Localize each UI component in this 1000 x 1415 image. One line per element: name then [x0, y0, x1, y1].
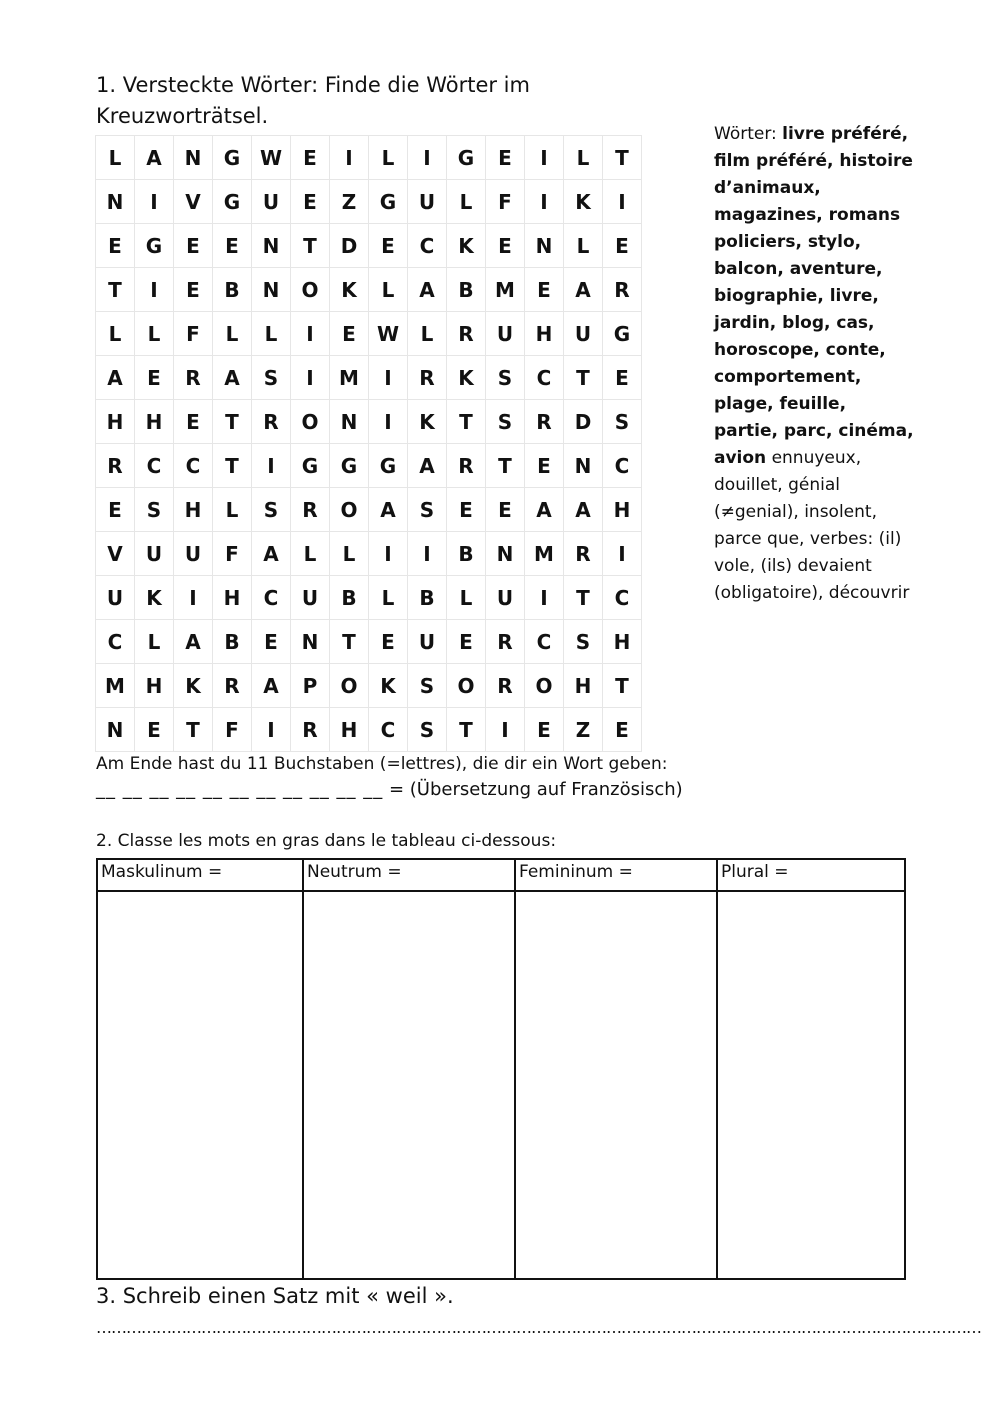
grid-cell[interactable]: B [330, 576, 369, 620]
grid-cell[interactable]: E [174, 224, 213, 268]
grid-cell[interactable]: U [408, 620, 447, 664]
grid-cell[interactable]: G [213, 180, 252, 224]
grid-cell[interactable]: N [96, 180, 135, 224]
grid-row [96, 224, 642, 268]
grid-cell[interactable]: A [252, 664, 291, 708]
word-list [714, 121, 914, 607]
grid-cell[interactable]: I [330, 136, 369, 180]
grid-cell[interactable]: G [603, 312, 642, 356]
grid-cell[interactable]: R [486, 664, 525, 708]
grid-cell[interactable]: I [291, 312, 330, 356]
grid-cell[interactable]: Z [564, 708, 603, 752]
grid-cell[interactable]: E [213, 224, 252, 268]
grid-cell[interactable]: C [525, 356, 564, 400]
grid-cell[interactable]: A [408, 268, 447, 312]
grid-cell[interactable]: U [174, 532, 213, 576]
grid-cell[interactable]: E [447, 488, 486, 532]
grid-cell[interactable]: K [330, 268, 369, 312]
grid-cell[interactable]: E [603, 356, 642, 400]
grid-cell[interactable]: F [213, 532, 252, 576]
grid-row [96, 664, 642, 708]
grid-cell[interactable]: O [330, 488, 369, 532]
grid-cell[interactable]: S [408, 708, 447, 752]
grid-cell[interactable]: E [291, 180, 330, 224]
grid-cell[interactable]: E [369, 620, 408, 664]
grid-cell[interactable]: R [564, 532, 603, 576]
grid-cell[interactable]: O [291, 268, 330, 312]
grid-cell[interactable]: S [408, 664, 447, 708]
grid-cell[interactable]: N [525, 224, 564, 268]
grid-cell[interactable]: B [408, 576, 447, 620]
grid-cell[interactable]: L [369, 576, 408, 620]
grid-cell[interactable]: R [447, 312, 486, 356]
grid-cell[interactable]: T [564, 356, 603, 400]
plural-cell[interactable] [717, 891, 905, 1279]
grid-cell[interactable]: I [135, 268, 174, 312]
feminine-cell[interactable] [515, 891, 717, 1279]
grid-cell[interactable]: T [603, 136, 642, 180]
grid-cell[interactable]: E [486, 136, 525, 180]
grid-cell[interactable]: M [330, 356, 369, 400]
grid-cell[interactable]: U [135, 532, 174, 576]
grid-cell[interactable]: U [564, 312, 603, 356]
grid-cell[interactable]: I [525, 136, 564, 180]
grid-row [96, 620, 642, 664]
grid-cell[interactable]: E [135, 708, 174, 752]
answer-row [96, 777, 683, 803]
grid-cell[interactable]: R [447, 444, 486, 488]
grid-cell[interactable]: K [369, 664, 408, 708]
grid-cell[interactable]: B [447, 532, 486, 576]
grid-cell[interactable]: E [174, 268, 213, 312]
grid-cell[interactable]: S [486, 356, 525, 400]
grid-cell[interactable]: E [330, 312, 369, 356]
grid-cell[interactable]: R [486, 620, 525, 664]
hint-text: Am Ende hast du 11 Buchstaben (=lettres), die dir ein Wort geben: [96, 754, 668, 774]
grid-cell[interactable]: L [96, 312, 135, 356]
grid-cell[interactable]: E [447, 620, 486, 664]
grid-cell[interactable]: G [213, 136, 252, 180]
classification-table [96, 858, 906, 1280]
grid-cell[interactable]: E [525, 708, 564, 752]
grid-cell[interactable]: F [486, 180, 525, 224]
grid-cell[interactable]: O [525, 664, 564, 708]
grid-cell[interactable]: C [603, 444, 642, 488]
grid-cell[interactable]: H [135, 664, 174, 708]
grid-cell[interactable]: W [369, 312, 408, 356]
grid-cell[interactable]: K [174, 664, 213, 708]
masculine-cell[interactable] [97, 891, 303, 1279]
grid-cell[interactable]: H [603, 488, 642, 532]
grid-cell[interactable]: K [408, 400, 447, 444]
grid-cell[interactable]: S [486, 400, 525, 444]
grid-cell[interactable]: L [564, 136, 603, 180]
grid-cell[interactable]: D [330, 224, 369, 268]
grid-cell[interactable]: L [330, 532, 369, 576]
column-header-masculine: Maskulinum = [97, 859, 303, 891]
grid-cell[interactable]: I [603, 532, 642, 576]
grid-cell[interactable]: T [213, 400, 252, 444]
grid-cell[interactable]: L [408, 312, 447, 356]
grid-cell[interactable]: I [369, 400, 408, 444]
grid-cell[interactable]: R [525, 400, 564, 444]
grid-cell[interactable]: D [564, 400, 603, 444]
grid-row [96, 312, 642, 356]
grid-cell[interactable]: T [174, 708, 213, 752]
grid-cell[interactable]: E [291, 136, 330, 180]
grid-cell[interactable]: I [369, 356, 408, 400]
grid-cell[interactable]: L [135, 312, 174, 356]
grid-cell[interactable]: Z [330, 180, 369, 224]
grid-cell[interactable]: E [252, 620, 291, 664]
grid-cell[interactable]: A [408, 444, 447, 488]
grid-cell[interactable]: N [252, 224, 291, 268]
grid-cell[interactable]: E [603, 224, 642, 268]
grid-cell[interactable]: H [330, 708, 369, 752]
grid-cell[interactable]: N [564, 444, 603, 488]
grid-cell[interactable]: T [603, 664, 642, 708]
column-header-feminine: Femininum = [515, 859, 717, 891]
grid-row [96, 268, 642, 312]
bold-words: livre préféré, film préféré, histoire d’animaux, magazines, romans policiers, stylo, balcon, aventure, biographie, livre, jardin, blog, cas, horoscope, conte, comportement, plage, feuille, partie, parc, cinéma, avion [714, 124, 914, 468]
grid-cell[interactable]: M [486, 268, 525, 312]
grid-cell[interactable]: R [603, 268, 642, 312]
grid-cell[interactable]: C [369, 708, 408, 752]
grid-cell[interactable]: H [525, 312, 564, 356]
grid-cell[interactable]: R [252, 400, 291, 444]
grid-cell[interactable]: I [252, 708, 291, 752]
grid-cell[interactable]: B [213, 268, 252, 312]
grid-cell[interactable]: N [486, 532, 525, 576]
grid-cell[interactable]: T [447, 400, 486, 444]
grid-cell[interactable]: T [486, 444, 525, 488]
grid-cell[interactable]: T [96, 268, 135, 312]
grid-cell[interactable]: T [213, 444, 252, 488]
grid-cell[interactable]: E [525, 268, 564, 312]
grid-cell[interactable]: H [603, 620, 642, 664]
grid-cell[interactable]: C [408, 224, 447, 268]
grid-cell[interactable]: S [408, 488, 447, 532]
grid-cell[interactable]: L [447, 576, 486, 620]
grid-cell[interactable]: G [369, 180, 408, 224]
neuter-cell[interactable] [303, 891, 515, 1279]
grid-cell[interactable]: H [213, 576, 252, 620]
grid-cell[interactable]: N [174, 136, 213, 180]
grid-cell[interactable]: V [174, 180, 213, 224]
grid-cell[interactable]: G [330, 444, 369, 488]
grid-cell[interactable]: O [291, 400, 330, 444]
grid-row [96, 400, 642, 444]
grid-row [96, 532, 642, 576]
grid-cell[interactable]: A [252, 532, 291, 576]
grid-cell[interactable]: E [96, 488, 135, 532]
grid-cell[interactable]: I [408, 136, 447, 180]
grid-cell[interactable]: C [96, 620, 135, 664]
grid-cell[interactable]: S [135, 488, 174, 532]
grid-cell[interactable]: C [525, 620, 564, 664]
grid-cell[interactable]: G [369, 444, 408, 488]
grid-cell[interactable]: K [447, 224, 486, 268]
grid-cell[interactable]: U [96, 576, 135, 620]
grid-cell[interactable]: O [330, 664, 369, 708]
grid-cell[interactable]: R [291, 488, 330, 532]
grid-row [96, 708, 642, 752]
grid-cell[interactable]: A [564, 488, 603, 532]
grid-cell[interactable]: E [174, 400, 213, 444]
grid-cell[interactable]: L [135, 620, 174, 664]
grid-cell[interactable]: A [174, 620, 213, 664]
grid-cell[interactable]: N [252, 268, 291, 312]
grid-cell[interactable]: L [291, 532, 330, 576]
grid-cell[interactable]: R [408, 356, 447, 400]
grid-cell[interactable]: C [252, 576, 291, 620]
grid-cell[interactable]: A [525, 488, 564, 532]
grid-row [96, 180, 642, 224]
grid-cell[interactable]: N [291, 620, 330, 664]
grid-cell[interactable]: A [135, 136, 174, 180]
grid-cell[interactable]: T [447, 708, 486, 752]
grid-cell[interactable]: R [291, 708, 330, 752]
grid-cell[interactable]: R [96, 444, 135, 488]
grid-row [96, 356, 642, 400]
grid-row [96, 444, 642, 488]
grid-cell[interactable]: U [291, 576, 330, 620]
grid-cell[interactable]: I [525, 576, 564, 620]
grid-cell[interactable]: I [486, 708, 525, 752]
grid-cell[interactable]: H [174, 488, 213, 532]
grid-cell[interactable]: T [564, 576, 603, 620]
column-header-neuter: Neutrum = [303, 859, 515, 891]
grid-cell[interactable]: R [213, 664, 252, 708]
grid-cell[interactable]: G [447, 136, 486, 180]
grid-cell[interactable]: A [369, 488, 408, 532]
grid-cell[interactable]: G [291, 444, 330, 488]
grid-cell[interactable]: A [96, 356, 135, 400]
grid-cell[interactable]: U [252, 180, 291, 224]
grid-row [96, 488, 642, 532]
grid-row [96, 136, 642, 180]
grid-cell[interactable]: L [252, 312, 291, 356]
grid-cell[interactable]: E [486, 488, 525, 532]
grid-cell[interactable]: I [291, 356, 330, 400]
exercise-3-title: 3. Schreib einen Satz mit « weil ». [96, 1284, 454, 1308]
grid-cell[interactable]: E [369, 224, 408, 268]
grid-cell[interactable]: S [252, 356, 291, 400]
grid-cell[interactable]: M [525, 532, 564, 576]
grid-cell[interactable]: T [291, 224, 330, 268]
grid-cell[interactable]: M [96, 664, 135, 708]
grid-cell[interactable]: T [330, 620, 369, 664]
grid-cell[interactable]: E [96, 224, 135, 268]
grid-cell[interactable]: U [486, 576, 525, 620]
grid-cell[interactable]: A [213, 356, 252, 400]
grid-cell[interactable]: L [447, 180, 486, 224]
grid-cell[interactable]: C [135, 444, 174, 488]
grid-cell[interactable]: H [564, 664, 603, 708]
grid-cell[interactable]: H [96, 400, 135, 444]
grid-cell[interactable]: S [564, 620, 603, 664]
grid-cell[interactable]: L [213, 312, 252, 356]
grid-cell[interactable]: F [213, 708, 252, 752]
grid-cell[interactable]: L [96, 136, 135, 180]
answer-line[interactable]: …………………………………………………………………………………………………………………………………………………………… [96, 1318, 981, 1337]
grid-cell[interactable]: E [135, 356, 174, 400]
grid-cell[interactable]: S [603, 400, 642, 444]
normal-words: ennuyeux, douillet, génial (≠genial), insolent, parce que, verbes: (il) vole, (ils) devaient (obligatoire), découvrir [714, 448, 910, 603]
grid-cell[interactable]: E [525, 444, 564, 488]
grid-cell[interactable]: I [408, 532, 447, 576]
grid-cell[interactable]: C [174, 444, 213, 488]
grid-cell[interactable]: O [447, 664, 486, 708]
grid-cell[interactable]: P [291, 664, 330, 708]
grid-row [96, 576, 642, 620]
column-header-plural: Plural = [717, 859, 905, 891]
translation-note: = (Übersetzung auf Französisch) [388, 779, 683, 800]
word-list-label: Wörter: [714, 124, 783, 144]
grid-cell[interactable]: R [174, 356, 213, 400]
grid-cell[interactable]: I [252, 444, 291, 488]
grid-cell[interactable]: U [486, 312, 525, 356]
grid-cell[interactable]: I [525, 180, 564, 224]
grid-cell[interactable]: B [213, 620, 252, 664]
answer-blanks[interactable]: __ __ __ __ __ __ __ __ __ __ __ [96, 779, 384, 800]
grid-cell[interactable]: E [603, 708, 642, 752]
grid-cell[interactable]: F [174, 312, 213, 356]
grid-cell[interactable]: V [96, 532, 135, 576]
grid-cell[interactable]: I [603, 180, 642, 224]
grid-cell[interactable]: U [408, 180, 447, 224]
grid-cell[interactable]: I [174, 576, 213, 620]
grid-cell[interactable]: C [603, 576, 642, 620]
exercise-1-title: 1. Versteckte Wörter: Finde die Wörter im Kreuzworträtsel. [96, 73, 530, 128]
exercise-2-title: 2. Classe les mots en gras dans le tableau ci-dessous: [96, 831, 557, 851]
word-search-grid [95, 135, 642, 752]
grid-cell[interactable]: K [135, 576, 174, 620]
grid-cell[interactable]: L [369, 268, 408, 312]
grid-cell[interactable]: G [135, 224, 174, 268]
grid-cell[interactable]: K [564, 180, 603, 224]
grid-cell[interactable]: L [213, 488, 252, 532]
grid-cell[interactable]: L [564, 224, 603, 268]
grid-cell[interactable]: N [96, 708, 135, 752]
grid-cell[interactable]: K [447, 356, 486, 400]
grid-cell[interactable]: S [252, 488, 291, 532]
grid-cell[interactable]: L [369, 136, 408, 180]
grid-cell[interactable]: W [252, 136, 291, 180]
grid-cell[interactable]: N [330, 400, 369, 444]
grid-cell[interactable]: I [135, 180, 174, 224]
grid-cell[interactable]: I [369, 532, 408, 576]
grid-cell[interactable]: H [135, 400, 174, 444]
grid-cell[interactable]: A [564, 268, 603, 312]
grid-cell[interactable]: E [486, 224, 525, 268]
grid-cell[interactable]: B [447, 268, 486, 312]
